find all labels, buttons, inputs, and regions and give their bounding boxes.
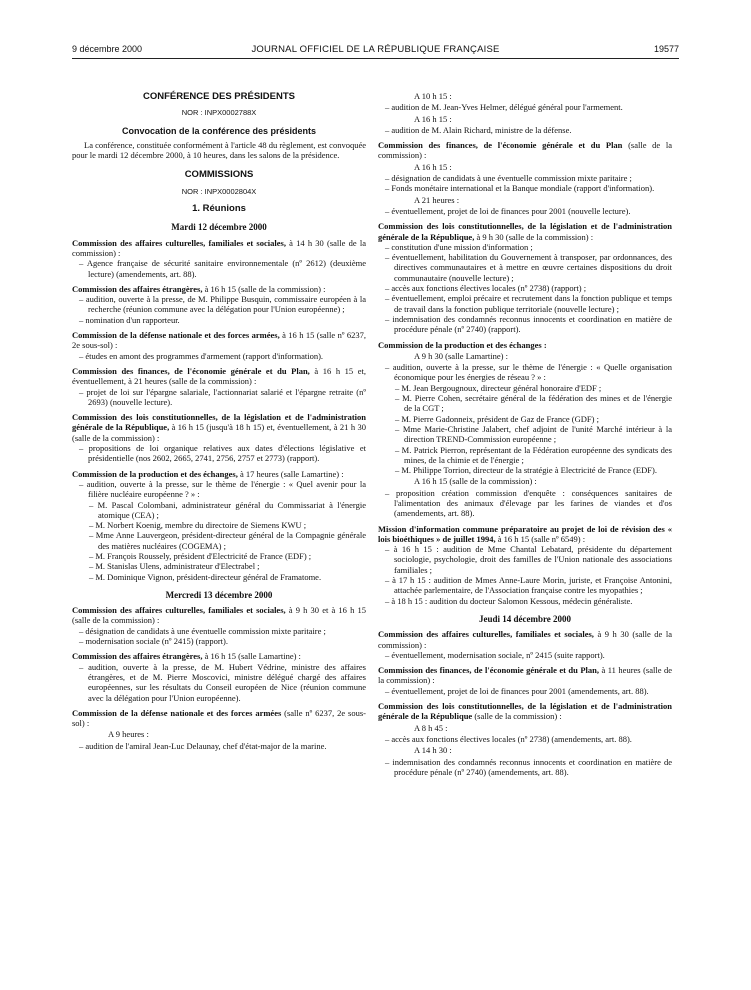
agenda-item: – proposition création commission d'enquête : conséquences sanitaires de l'alimentation des animaux d'élevage par les farines de viandes et d'os (amendements, art. 88).: [385, 487, 672, 519]
speaker-item: – M. Norbert Koenig, membre du directoire de Siemens KWU ;: [89, 520, 307, 531]
agenda-item: – audition, ouverte à la presse, de M. Hubert Védrine, ministre des affaires étrangères, et de M. Pierre Moscovici, ministre délégué chargé des affaires européennes, sur les résultats du Conseil européen de Nice (réunion commune avec la délégation pour l'Union européenne).: [79, 661, 366, 703]
time-slot: A 16 h 15 (salle de la commission) :: [414, 476, 537, 487]
agenda-item: – désignation de candidats à une éventuelle commission mixte paritaire ;: [79, 625, 326, 636]
commission-details: à 16 h 15 (salle Lamartine) :: [202, 651, 301, 662]
commission-name: Commission des lois constitutionnelles, de la législation et de l'administration générale de la République,: [378, 221, 672, 242]
day-heading: Mardi 12 décembre 2000: [171, 222, 267, 233]
commission-entry: [72, 412, 366, 443]
commission-entry: [378, 140, 672, 161]
commission-details: à 16 h 15 et, éventuellement, à 21 heures (salle de la commission) :: [72, 365, 366, 387]
commission-entry: [72, 708, 366, 729]
agenda-item: – modernisation sociale (nº 2415) (rapport).: [79, 636, 228, 647]
speaker-item: – M. Dominique Vignon, président-directeur général de Framatome.: [89, 571, 322, 582]
agenda-item: – indemnisation des condamnés reconnus innocents et coordination en matière de procédure pénale (nº 2740) (amendements, art. 88).: [385, 756, 672, 777]
page-header: [72, 44, 679, 58]
section-heading: COMMISSIONS: [184, 169, 254, 181]
speaker-item: – Mme Anne Lauvergeon, président-directeur général de la Compagnie générale des matières nucléaires (COGEMA) ;: [89, 530, 366, 551]
commission-details: à 9 h 30 et à 16 h 15 (salle de la commission) :: [72, 605, 366, 626]
speaker-item: – M. Philippe Torrion, directeur de la stratégie à Electricité de France (EDF).: [395, 465, 657, 476]
speaker-item: – M. Pierre Cohen, secrétaire général de la fédération des mines et de l'énergie de la CGT ;: [395, 393, 672, 414]
time-slot: A 8 h 45 :: [414, 722, 448, 733]
commission-entry: [378, 701, 672, 722]
speaker-item: – M. Pascal Colombani, administrateur général du Commissariat à l'énergie atomique (CEA) ;: [89, 499, 366, 520]
agenda-item: – nomination d'un rapporteur.: [79, 314, 180, 325]
commission-name: Commission des finances, de l'économie générale et du Plan,: [72, 365, 310, 376]
day-heading: Jeudi 14 décembre 2000: [478, 613, 572, 624]
commission-entry: [72, 469, 366, 479]
commission-details: (salle de la commission) :: [472, 711, 562, 722]
speaker-item: – M. Pierre Gadonneix, président de Gaz de France (GDF) ;: [395, 413, 599, 424]
commission-entry: [378, 629, 672, 650]
agenda-item: – éventuellement, habilitation du Gouvernement à transposer, par ordonnances, des directives communautaires et à mettre en œuvre certaines dispositions du droit communautaire (nouvelle lecture) ;: [385, 252, 672, 283]
agenda-item: – audition, ouverte à la presse, de M. Philippe Busquin, commissaire européen à la recherche (réunion commune avec la délégation pour l'Union européenne) ;: [79, 294, 366, 315]
speaker-item: – M. François Roussely, président d'Electricité de France (EDF) ;: [89, 550, 312, 561]
agenda-item: – indemnisation des condamnés reconnus innocents et coordination en matière de procédure pénale (nº 2740) (rapport).: [385, 313, 672, 335]
commission-name: Commission des finances, de l'économie générale et du Plan: [378, 140, 623, 151]
commission-name: Commission des affaires culturelles, familiales et sociales,: [378, 629, 594, 640]
time-slot: A 21 heures :: [414, 194, 460, 205]
agenda-item: – éventuellement, projet de loi de finances pour 2001 (amendements, art. 88).: [385, 685, 649, 696]
commission-name: Commission des lois constitutionnelles, de la législation et de l'administration générale de la République,: [72, 412, 366, 433]
agenda-item: – à 16 h 15 : audition de Mme Chantal Lebatard, présidente du département sociologie, psychologie, droit des familles de l'Union nationale des associations familiales ;: [385, 544, 672, 575]
speaker-item: – M. Jean Bergougnoux, directeur général honoraire d'EDF ;: [395, 382, 602, 393]
commission-entry: [72, 366, 366, 387]
commission-entry: [378, 665, 672, 686]
commission-entry: [72, 284, 366, 294]
agenda-item: – Agence française de sécurité sanitaire environnementale (nº 2612) (deuxième lecture) (amendements, art. 88).: [79, 258, 366, 279]
time-slot: A 16 h 15 :: [414, 161, 452, 172]
speaker-item: – M. Stanislas Ulens, administrateur d'Electrabel ;: [89, 561, 260, 572]
time-slot: A 9 heures :: [108, 729, 149, 740]
speaker-item: – M. Patrick Pierron, représentant de la Fédération européenne des syndicats des mines, de la chimie et de l'énergie ;: [395, 444, 672, 465]
commission-entry: [72, 330, 366, 351]
agenda-item: – désignation de candidats à une éventuelle commission mixte paritaire ;: [385, 173, 632, 184]
commission-details: (salle de la commission) :: [378, 140, 672, 161]
commission-entry: [72, 651, 366, 661]
agenda-item: – éventuellement, projet de loi de finances pour 2001 (nouvelle lecture).: [385, 205, 631, 216]
header-title: JOURNAL OFFICIEL DE LA RÉPUBLIQUE FRANÇAISE: [251, 44, 500, 55]
time-slot: A 16 h 15 :: [414, 113, 452, 124]
commission-name: Mission d'information commune préparatoire au projet de loi de révision des « lois bioéthiques » de juillet 1994,: [378, 523, 672, 544]
agenda-item: – Fonds monétaire international et la Banque mondiale (rapport d'information).: [385, 183, 655, 194]
agenda-item: – à 17 h 15 : audition de Mmes Anne-Laure Morin, juriste, et Françoise Antonini, attachée parlementaire, de l'Association française contre les myopathies ;: [385, 575, 672, 596]
right-column: [378, 90, 672, 777]
commission-details: à 16 h 15 (salle de la commission) :: [202, 283, 326, 294]
speaker-item: – Mme Marie-Christine Jalabert, chef adjoint de l'unité Marché intérieur à la direction TREND-Commission européenne ;: [395, 423, 672, 445]
commission-entry: [72, 238, 366, 259]
time-slot: A 14 h 30 :: [414, 745, 452, 756]
agenda-item: – à 18 h 15 : audition du docteur Salomon Kessous, médecin généraliste.: [385, 595, 633, 606]
commission-details: à 16 h 15 (salle nº 6237, 2e sous-sol) :: [72, 330, 366, 351]
commission-details: à 11 heures (salle de la commission) :: [378, 665, 672, 686]
agenda-item: – audition de M. Alain Richard, ministre de la défense.: [385, 124, 572, 135]
time-slot: A 9 h 30 (salle Lamartine) :: [414, 350, 508, 361]
header-date: 9 décembre 2000: [72, 44, 143, 54]
agenda-item: – audition, ouverte à la presse, sur le thème de l'énergie : « Quel avenir pour la filière nucléaire européenne ? » :: [79, 478, 366, 500]
commission-details: à 9 h 30 (salle de la commission) :: [474, 231, 594, 242]
agenda-item: – éventuellement, emploi précaire et recrutement dans la fonction publique et temps de travail dans la fonction publique territoriale (nouvelle lecture) ;: [385, 293, 672, 314]
commission-name: Commission des finances, de l'économie générale et du Plan,: [378, 665, 600, 676]
page-number: 19577: [653, 44, 679, 54]
day-heading: Mercredi 13 décembre 2000: [165, 589, 273, 600]
section-heading: CONFÉRENCE DES PRÉSIDENTS: [142, 91, 296, 102]
commission-details: à 9 h 30 (salle de la commission) :: [378, 629, 672, 650]
agenda-item: – études en amont des programmes d'armement (rapport d'information).: [79, 350, 324, 361]
commission-details: à 14 h 30 (salle de la commission) :: [72, 237, 367, 258]
left-column: [72, 90, 366, 751]
agenda-item: – audition de l'amiral Jean-Luc Delaunay, chef d'état-major de la marine.: [79, 740, 327, 751]
paragraph: La conférence, constituée conformément à l'article 48 du règlement, est convoquée pour le mardi 12 décembre 2000, à 10 heures, dans les salons de la présidence.: [72, 139, 366, 161]
nor-reference: NOR : INPX0002788X: [181, 108, 257, 118]
agenda-item: – audition, ouverte à la presse, sur le thème de l'énergie : « Quelle organisation économique pour les énergies de réseau ? » :: [385, 362, 672, 383]
commission-details: à 16 h 15 (salle nº 6549) :: [495, 533, 586, 544]
commission-name: Commission des affaires culturelles, familiales et sociales,: [72, 237, 286, 248]
agenda-item: – accès aux fonctions électives locales (nº 2738) (amendements, art. 88).: [385, 733, 632, 744]
commission-name: Commission des affaires étrangères,: [72, 651, 203, 662]
commission-name: Commission de la production et des échanges :: [378, 339, 547, 350]
agenda-item: – constitution d'une mission d'information ;: [385, 241, 533, 252]
nor-reference: NOR : INPX0002804X: [181, 186, 257, 196]
commission-name: Commission de la défense nationale et des forces armées,: [72, 330, 280, 341]
commission-name: Commission des affaires étrangères,: [72, 283, 203, 294]
commission-entry: [378, 221, 672, 242]
commission-name: Commission des lois constitutionnelles, de la législation et de l'administration générale de la République: [378, 701, 672, 722]
commission-details: à 16 h 15 (jusqu'à 18 h 15) et, éventuellement, à 21 h 30 (salle de la commission) :: [72, 422, 366, 443]
commission-entry: [378, 524, 672, 545]
time-slot: A 10 h 15 :: [414, 91, 452, 101]
commission-entry: [378, 340, 672, 350]
commission-name: Commission des affaires culturelles, familiales et sociales,: [72, 605, 286, 616]
commission-details: (salle nº 6237, 2e sous-sol) :: [72, 707, 367, 729]
commission-entry: [72, 605, 366, 626]
agenda-item: – accès aux fonctions électives locales (nº 2738) (rapport) ;: [385, 283, 587, 294]
commission-details: à 17 heures (salle Lamartine) :: [237, 468, 344, 479]
header-rule: [72, 58, 679, 59]
agenda-item: – éventuellement, modernisation sociale, nº 2415 (suite rapport).: [385, 649, 605, 660]
commission-name: Commission de la production et des échanges,: [72, 468, 238, 479]
agenda-item: – projet de loi sur l'épargne salariale, l'actionnariat salarié et l'épargne retraite (nº 2693) (nouvelle lecture).: [79, 386, 366, 407]
commission-name: Commission de la défense nationale et des forces armées: [72, 707, 282, 718]
convocation-heading: Convocation de la conférence des présidents: [121, 125, 317, 136]
agenda-item: – propositions de loi organique relatives aux dates d'élections législative et présidentielle (nos 2602, 2665, 2741, 2756, 2757 et 2773) (rapport).: [79, 443, 366, 464]
section-heading: 1. Réunions: [192, 203, 246, 215]
agenda-item: – audition de M. Jean-Yves Helmer, délégué général pour l'armement.: [385, 102, 623, 113]
